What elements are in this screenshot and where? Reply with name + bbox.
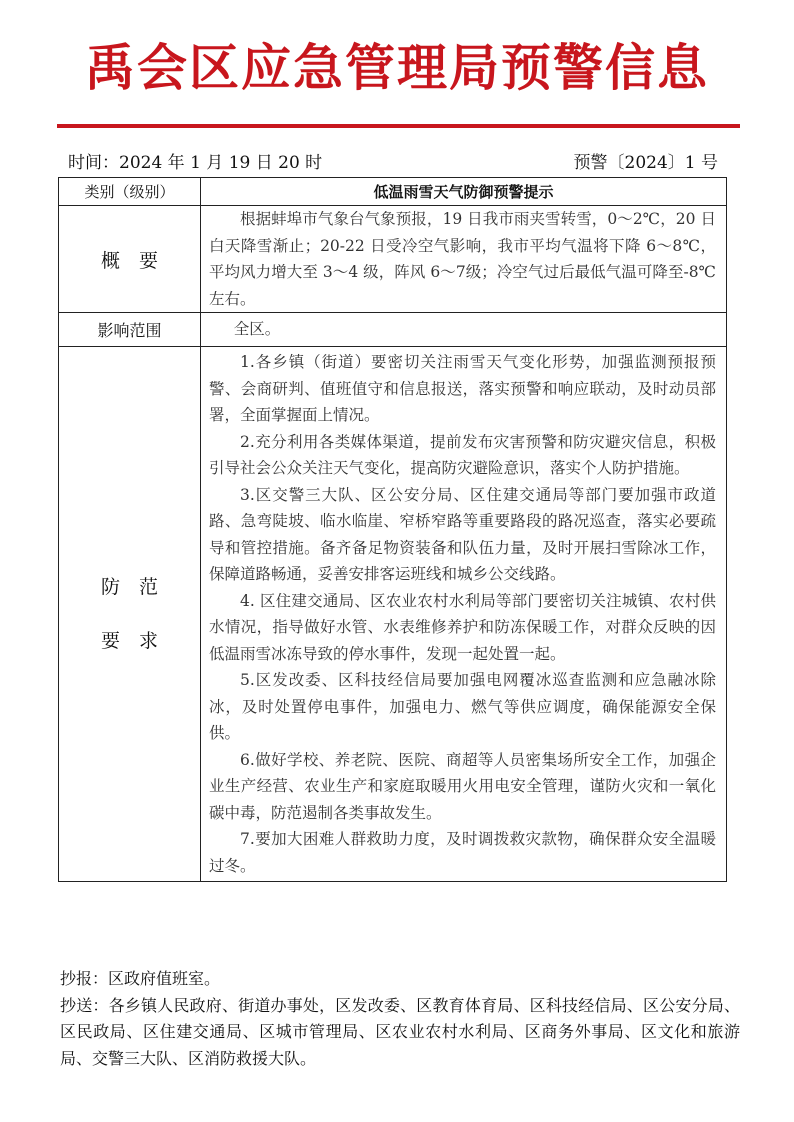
distribution-footer xyxy=(60,966,740,1072)
copy-to: 抄送：各乡镇人民政府、街道办事处，区发改委、区教育体育局、区科技经信局、区公安分局、区民政局、区住建交通局、区城市管理局、区农业农村水利局、区商务外事局、区文化和旅游局、交警三大队、区消防救援大队。 xyxy=(60,995,740,1068)
report-to: 抄报：区政府值班室。 xyxy=(60,969,221,988)
category-value: 低温雨雪天气防御预警提示 xyxy=(201,178,727,206)
requirement-item: 6.做好学校、养老院、医院、商超等人员密集场所安全工作，加强企业生产经营、农业生产和家庭取暖用火用电安全管理，谨防火灾和一氧化碳中毒，防范遏制各类事故发生。 xyxy=(209,750,716,822)
requirement-item: 3.区交警三大队、区公安分局、区住建交通局等部门要加强市政道路、急弯陡坡、临水临崖、窄桥窄路等重要路段的路况巡查，落实必要疏导和管控措施。备齐备足物资装备和队伍力量，及时开展扫雪除冰工作，保障道路畅通，妥善安排客运班线和城乡公交线路。 xyxy=(209,485,716,583)
scope-text: 全区。 xyxy=(233,320,281,339)
page-title: 禹会区应急管理局预警信息 xyxy=(85,38,709,97)
table-row-requirements xyxy=(59,347,727,882)
category-header: 类别（级别） xyxy=(59,178,201,206)
summary-text: 根据蚌埠市气象台气象预报，19 日我市雨夹雪转雪，0～2℃，20 日白天降雪渐止；20-22 日受冷空气影响，我市平均气温将下降 6～8℃，平均风力增大至 3～4 级，阵风 6～7级；冷空气过后最低气温可降至-8℃左右。 xyxy=(209,210,716,308)
summary-cell xyxy=(201,206,727,313)
red-divider xyxy=(57,124,740,128)
requirements-label-line2: 要 求 xyxy=(100,630,158,652)
scope-cell xyxy=(201,313,727,347)
requirements-label xyxy=(59,347,201,882)
scope-label: 影响范围 xyxy=(59,313,201,347)
summary-label: 概 要 xyxy=(59,206,201,313)
meta-row xyxy=(68,150,718,176)
requirement-item: 5.区发改委、区科技经信局要加强电网覆冰巡查监测和应急融冰除冰，及时处置停电事件，加强电力、燃气等供应调度，确保能源安全保供。 xyxy=(209,671,716,742)
requirement-item: 2.充分利用各类媒体渠道，提前发布灾害预警和防灾避灾信息，积极引导社会公众关注天气变化，提高防灾避险意识，落实个人防护措施。 xyxy=(209,432,716,477)
requirement-item: 7.要加大困难人群救助力度，及时调拨救灾款物，确保群众安全温暖过冬。 xyxy=(209,830,716,875)
requirements-label-line1: 防 范 xyxy=(100,576,158,598)
table-row-summary xyxy=(59,206,727,313)
table-row-category xyxy=(59,178,727,206)
table-row-scope xyxy=(59,313,727,347)
warning-table xyxy=(58,177,727,882)
warning-number: 预警〔2024〕1 号 xyxy=(573,153,718,173)
requirement-item: 1.各乡镇（街道）要密切关注雨雪天气变化形势，加强监测预报预警、会商研判、值班值守和信息报送，落实预警和响应联动，及时动员部署，全面掌握面上情况。 xyxy=(209,353,716,424)
issue-time: 时间：2024 年 1 月 19 日 20 时 xyxy=(68,153,323,173)
requirement-item: 4. 区住建交通局、区农业农村水利局等部门要密切关注城镇、农村供水情况，指导做好水管、水表维修养护和防冻保暖工作，对群众反映的因低温雨雪冰冻导致的停水事件，发现一起处置一起。 xyxy=(209,591,716,663)
requirements-cell xyxy=(201,347,727,882)
